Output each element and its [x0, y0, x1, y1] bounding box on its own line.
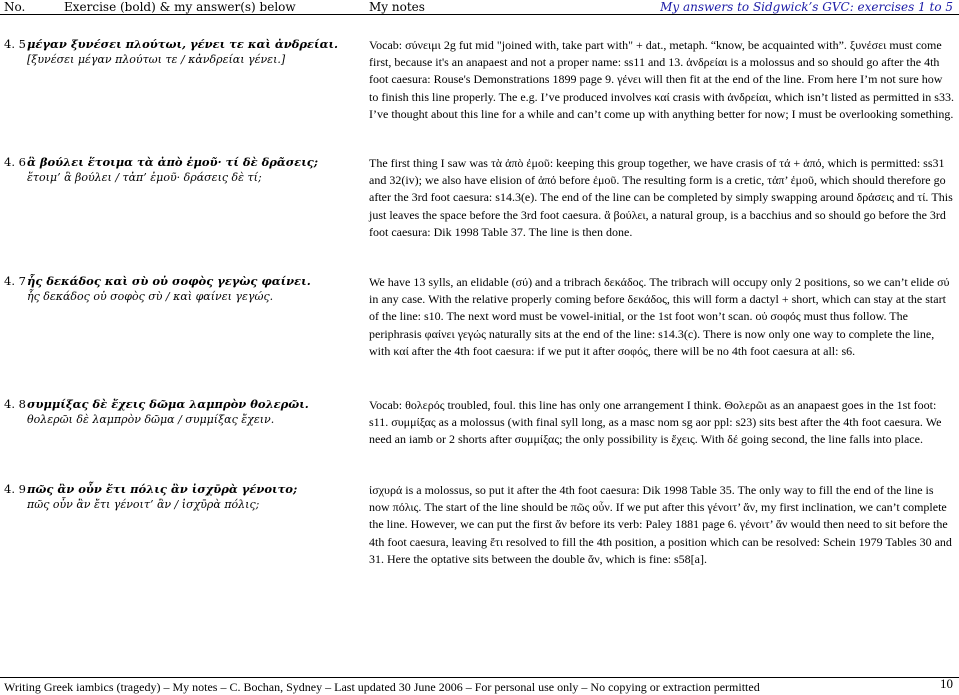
header-col-answers-title: My answers to Sidgwick’s GVC: exercises 1 to 5: [660, 0, 953, 14]
exercise-greek: ἃ βούλει ἕτοιμα τὰ ἀπὸ ἐμοῦ· τί δὲ δρᾶσεις;: [27, 155, 319, 169]
exercise-number: 4. 8: [4, 397, 26, 411]
exercise-greek: ἧς δεκάδος καὶ σὺ οὐ σοφὸς γεγὼς φαίνει.: [27, 274, 311, 288]
exercise-answer: ἧς δεκάδος οὐ σοφὸς σὺ / καὶ φαίνει γεγώς.: [27, 290, 274, 303]
exercise-number: 4. 6: [4, 155, 26, 169]
exercise-text-block: [27, 397, 347, 427]
exercise-number: 4. 5: [4, 37, 26, 51]
exercise-number: 4. 9: [4, 482, 26, 496]
exercise-text-block: [27, 155, 347, 185]
exercise-answer: πῶς οὖν ἂν ἔτι γένοιτ’ ἂν / ἰσχῡρὰ πόλις;: [27, 498, 260, 511]
exercise-answer: θολερῶι δὲ λαμπρὸν δῶμα / συμμίξας ἔχειν.: [27, 413, 275, 426]
exercise-text-block: [27, 482, 347, 512]
header-divider: [0, 14, 959, 15]
exercise-greek: συμμίξας δὲ ἔχεις δῶμα λαμπρὸν θολερῶι.: [27, 397, 309, 411]
footer-text: Writing Greek iambics (tragedy) – My notes – C. Bochan, Sydney – Last updated 30 June 2006 – For personal use only – No copying or extraction permitted: [4, 680, 760, 694]
header-col-exercise: Exercise (bold) & my answer(s) below: [64, 0, 296, 14]
exercise-notes: ἰσχυρά is a molossus, so put it after the 4th foot caesura: Dik 1998 Table 35. The only way to fill the end of the line is now πόλις. The start of the line should be πῶς οὖν. If we put after this γένοιτ’ ἄν, my first inclination, we can’t complete the line. However, we can put the first ἄν before its verb: Paley 1881 page 6. γένοιτ’ ἄν would then need to sit before the 4th foot caesura, leaving ἔτι resolved to fill the 4th position, a position which can be resolved: Schein 1979 Tables 30 and 31. Here the optative sits between the double ἄν, which is fine: s58[a].: [369, 483, 952, 566]
header-col-no: No.: [4, 0, 26, 14]
footer-divider: [0, 677, 959, 678]
exercise-answer: ἕτοιμ’ ἃ βούλει / τἀπ’ ἐμοῦ· δράσεις δὲ τί;: [27, 171, 262, 184]
exercise-text-block: [27, 37, 347, 67]
header-col-notes: My notes: [369, 0, 425, 14]
exercise-notes: Vocab: θολερός troubled, foul. this line has only one arrangement I think. Θολερῶι as an anapaest goes in the 1st foot: s11. συμμίξας as a molossus (with final syll long, as a masc nom sg aor ppl: s23) sits best after the 4th foot caesura. We need an iamb or 2 shorts after συμμίξας; the only possibility is ἔχεις. With δέ going second, the line falls into place.: [369, 398, 942, 447]
exercise-number: 4. 7: [4, 274, 26, 288]
exercise-notes: Vocab: σύνειμι 2g fut mid "joined with, take part with" + dat., metaph. “know, be acquainted with”. ξυνέσει must come first, because it's an anapaest and not a proper name: ss11 and 13. ἀνδρείαι is a molossus and so should go after the 4th foot caesura: Rouse's Demonstrations 1899 page 9. γένει will then fit at the end of the line. From here I’m not sure how to finish this line properly. The e.g. I’ve produced involves καί crasis with ἀνδρείαι, which isn’t listed as permitted in s33. I’ve thought about this line for a while and can’t come up with anything better for now; I must be overlooking something.: [369, 38, 954, 121]
page-number: 10: [940, 676, 953, 691]
exercise-notes: We have 13 sylls, an elidable (σύ) and a tribrach δεκάδος. The tribrach will occupy only 2 positions, so we can’t elide σύ in any case. With the relative properly coming before δεκάδος, this will form a dactyl + short, which can stay at the start of the line: s10. The next word must be vowel-initial, or the 1st foot won’t scan. οὐ σοφός must thus follow. The periphrasis φαίνει γεγώς naturally sits at the end of the line: s14.3(c). There is now only one way to complete the line, with καί after the 4th foot caesura: if we put it after σοφός, there will be no 4th foot caesura at all: s6.: [369, 275, 950, 358]
exercise-notes: The first thing I saw was τὰ ἀπὸ ἐμοῦ: keeping this group together, we have crasis of τά + ἀπό, which is permitted: ss31 and 32(iv); we also have elision of ἀπό before ἐμοῦ. The resulting form is a cretic, τἀπ’ ἐμοῦ, which should therefore go after the 3rd foot caesura: s14.3(e). The end of the line can be completed by simply swapping around δράσεις and τί. This just leaves the space before the 3rd foot caesura. ἃ βούλει, a natural group, is a bacchius and so should go before the 3rd foot caesura: Dik 1998 Table 37. The line is then done.: [369, 156, 953, 239]
exercise-text-block: [27, 274, 347, 304]
exercise-greek: μέγαν ξυνέσει πλούτωι, γένει τε καὶ ἀνδρείαι.: [27, 37, 339, 51]
exercise-greek: πῶς ἂν οὖν ἔτι πόλις ἂν ἰσχῡρὰ γένοιτο;: [27, 482, 298, 496]
exercise-answer: [ξυνέσει μέγαν πλούτωι τε / κἀνδρείαι γένει.]: [27, 53, 286, 66]
